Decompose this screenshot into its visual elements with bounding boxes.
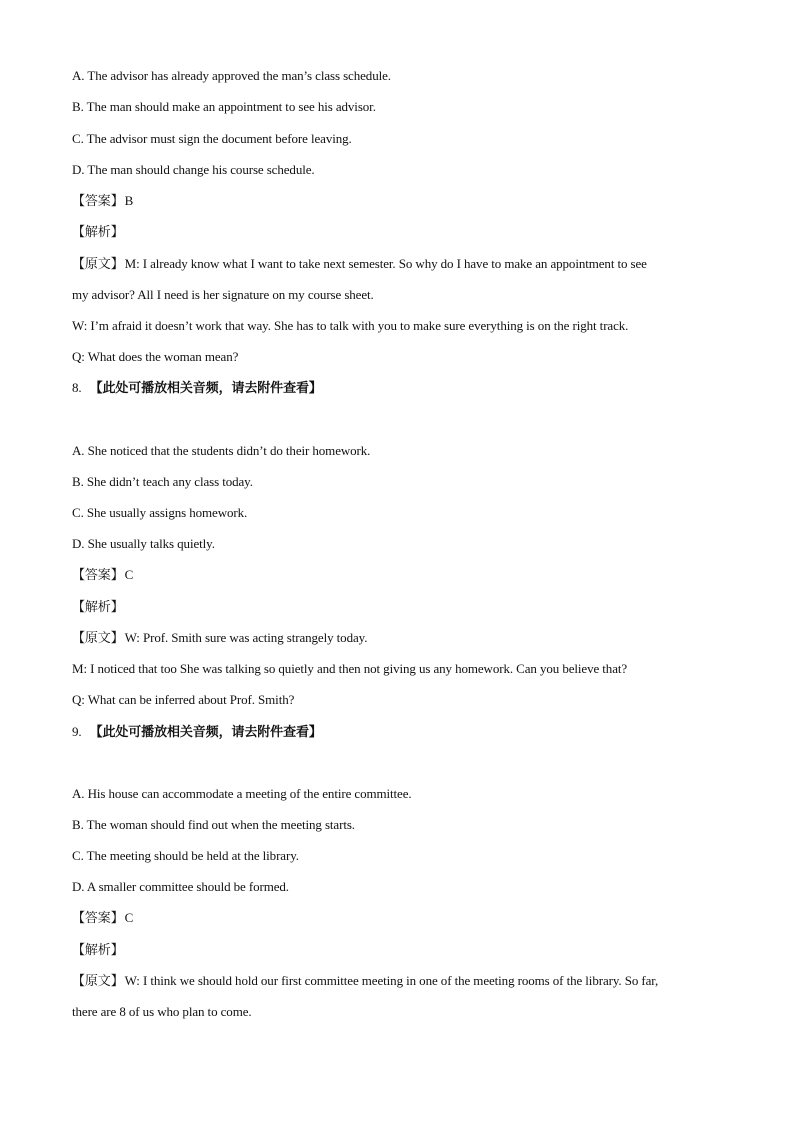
q7-option-b: B. The man should make an appointment to see his advisor. bbox=[72, 99, 376, 114]
q7-option-c: C. The advisor must sign the document before leaving. bbox=[72, 131, 352, 146]
answer-tag: 【答案】 bbox=[72, 194, 124, 209]
q7-transcript-text-1: M: I already know what I want to take next semester. So why do I have to make an appointment to see bbox=[124, 256, 647, 271]
q8-analysis-line bbox=[72, 599, 125, 616]
q7-option-a: A. The advisor has already approved the man’s class schedule. bbox=[72, 68, 391, 83]
q8-transcript-text-1: W: Prof. Smith sure was acting strangely today. bbox=[124, 630, 368, 645]
q8-transcript-line-1 bbox=[72, 630, 367, 647]
q8-option-b: B. She didn’t teach any class today. bbox=[72, 474, 253, 489]
q9-answer-value: C bbox=[124, 910, 134, 925]
source-tag: 【原文】 bbox=[72, 974, 124, 989]
q8-transcript-line-3: Q: What can be inferred about Prof. Smith? bbox=[72, 692, 295, 707]
q9-option-a: A. His house can accommodate a meeting of the entire committee. bbox=[72, 786, 412, 801]
source-tag: 【原文】 bbox=[72, 631, 124, 646]
q7-option-d: D. The man should change his course schedule. bbox=[72, 162, 315, 177]
q9-option-d: D. A smaller committee should be formed. bbox=[72, 879, 289, 894]
q8-option-c: C. She usually assigns homework. bbox=[72, 505, 248, 520]
q8-answer-line bbox=[72, 567, 133, 584]
q8-option-a: A. She noticed that the students didn’t do their homework. bbox=[72, 443, 371, 458]
q9-analysis-line bbox=[72, 942, 125, 959]
q8-header bbox=[72, 380, 322, 397]
q9-transcript-text-1: W: I think we should hold our first committee meeting in one of the meeting rooms of the library. So far, bbox=[124, 973, 659, 988]
answer-tag: 【答案】 bbox=[72, 568, 124, 583]
q7-answer-line bbox=[72, 193, 133, 210]
q8-option-d: D. She usually talks quietly. bbox=[72, 536, 215, 551]
q7-transcript-line-4: Q: What does the woman mean? bbox=[72, 349, 239, 364]
answer-tag: 【答案】 bbox=[72, 911, 124, 926]
q7-transcript-line-1 bbox=[72, 256, 647, 273]
source-tag: 【原文】 bbox=[72, 257, 124, 272]
q9-audio-note[interactable]: 【此处可播放相关音频，请去附件查看】 bbox=[89, 725, 322, 740]
q9-option-c: C. The meeting should be held at the library. bbox=[72, 848, 299, 863]
q8-audio-note[interactable]: 【此处可播放相关音频，请去附件查看】 bbox=[89, 381, 322, 396]
q9-answer-line bbox=[72, 910, 133, 927]
q8-number: 8. bbox=[72, 380, 82, 395]
q7-transcript-line-2: my advisor? All I need is her signature on my course sheet. bbox=[72, 287, 374, 302]
analysis-tag: 【解析】 bbox=[72, 225, 124, 240]
q8-transcript-line-2: M: I noticed that too She was talking so quietly and then not giving us any homework. Can you believe that? bbox=[72, 661, 628, 676]
q9-option-b: B. The woman should find out when the meeting starts. bbox=[72, 817, 355, 832]
analysis-tag: 【解析】 bbox=[72, 600, 124, 615]
analysis-tag: 【解析】 bbox=[72, 943, 124, 958]
q9-transcript-line-1 bbox=[72, 973, 658, 990]
q9-transcript-line-2: there are 8 of us who plan to come. bbox=[72, 1004, 252, 1019]
q7-analysis-line bbox=[72, 224, 125, 241]
q7-answer-value: B bbox=[124, 193, 134, 208]
q9-header bbox=[72, 724, 322, 741]
q8-answer-value: C bbox=[124, 567, 134, 582]
q7-transcript-line-3: W: I’m afraid it doesn’t work that way. She has to talk with you to make sure everything is on the right track. bbox=[72, 318, 629, 333]
q9-number: 9. bbox=[72, 724, 82, 739]
